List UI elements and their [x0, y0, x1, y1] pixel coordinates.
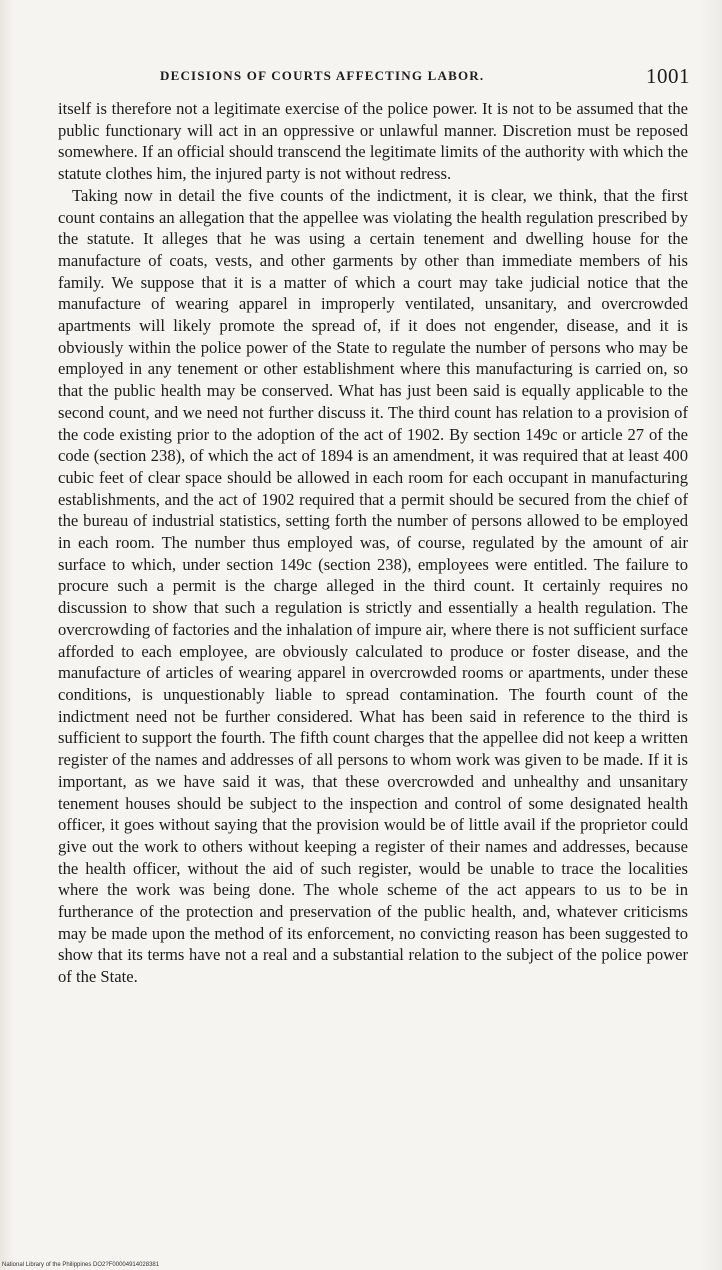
running-head: DECISIONS OF COURTS AFFECTING LABOR.	[160, 68, 485, 83]
page-header	[150, 64, 690, 94]
paragraph: itself is therefore not a legitimate exercise of the police power. It is not to be assumed that the public functionary will act in an oppressive or unlawful manner. Discretion must be reposed somewhere. If an official should transcend the legitimate limits of the authority with which the statute clothes him, the injured party is not without redress.	[58, 99, 688, 184]
body-text	[58, 98, 688, 988]
page-number: 1001	[646, 64, 690, 88]
paragraph: Taking now in detail the five counts of the indictment, it is clear, we think, that the first count contains an allegation that the appellee was violating the health regulation prescribed by the statute. It alleges that he was using a certain tenement and dwelling house for the manufacture of coats, vests, and other garments by other than immediate members of his family. We suppose that it is a matter of which a court may take judicial notice that the manufacture of wearing apparel in improperly ventilated, unsanitary, and overcrowded apartments will likely promote the spread of, if it does not engender, disease, and it is obviously within the police power of the State to regulate the number of persons who may be employed in any tenement or other establishment where this manufacturing is carried on, so that the public health may be conserved. What has just been said is equally applicable to the second count, and we need not further discuss it. The third count has relation to a provision of the code existing prior to the adoption of the act of 1902. By section 149c or article 27 of the code (section 238), of which the act of 1894 is an amendment, it was required that at least 400 cubic feet of clear space should be allowed in each room for each occupant in manufacturing establishments, and the act of 1902 required that a permit should be secured from the chief of the bureau of industrial statistics, setting forth the number of persons allowed to be employed in each room. The number thus employed was, of course, regulated by the amount of air surface to which, under section 149c (section 238), employees were entitled. The failure to procure such a permit is the charge alleged in the third count. It certainly requires no discussion to show that such a regulation is strictly and essentially a health regulation. The overcrowding of factories and the inhalation of impure air, where there is not sufficient surface afforded to each employee, are obviously calculated to produce or foster disease, and the manufacture of articles of wearing apparel in overcrowded rooms or apartments, under these conditions, is unquestionably liable to spread contamination. The fourth count of the indictment need not be further considered. What has been said in reference to the third is sufficient to support the fourth. The fifth count charges that the appellee did not keep a written register of the names and addresses of all persons to whom work was given to be made. If it is important, as we have said it was, that these overcrowded and unhealthy and unsanitary tenement houses should be subject to the inspection and control of some designated health officer, it goes without saying that the provision would be of little avail if the proprietor could give out the work to others without keeping a register of their names and addresses, because the health officer, without the aid of such register, would be unable to trace the localities where the work was being done. The whole scheme of the act appears to us to be in furtherance of the protection and preservation of the public health, and, whatever criticisms may be made upon the method of its enforcement, no convicting reason has been suggested to show that its terms have not a real and a substantial relation to the subject of the police power of the State.	[58, 185, 688, 987]
scan-credit: National Library of the Philippines DO2?F00004914028381	[2, 1262, 160, 1268]
